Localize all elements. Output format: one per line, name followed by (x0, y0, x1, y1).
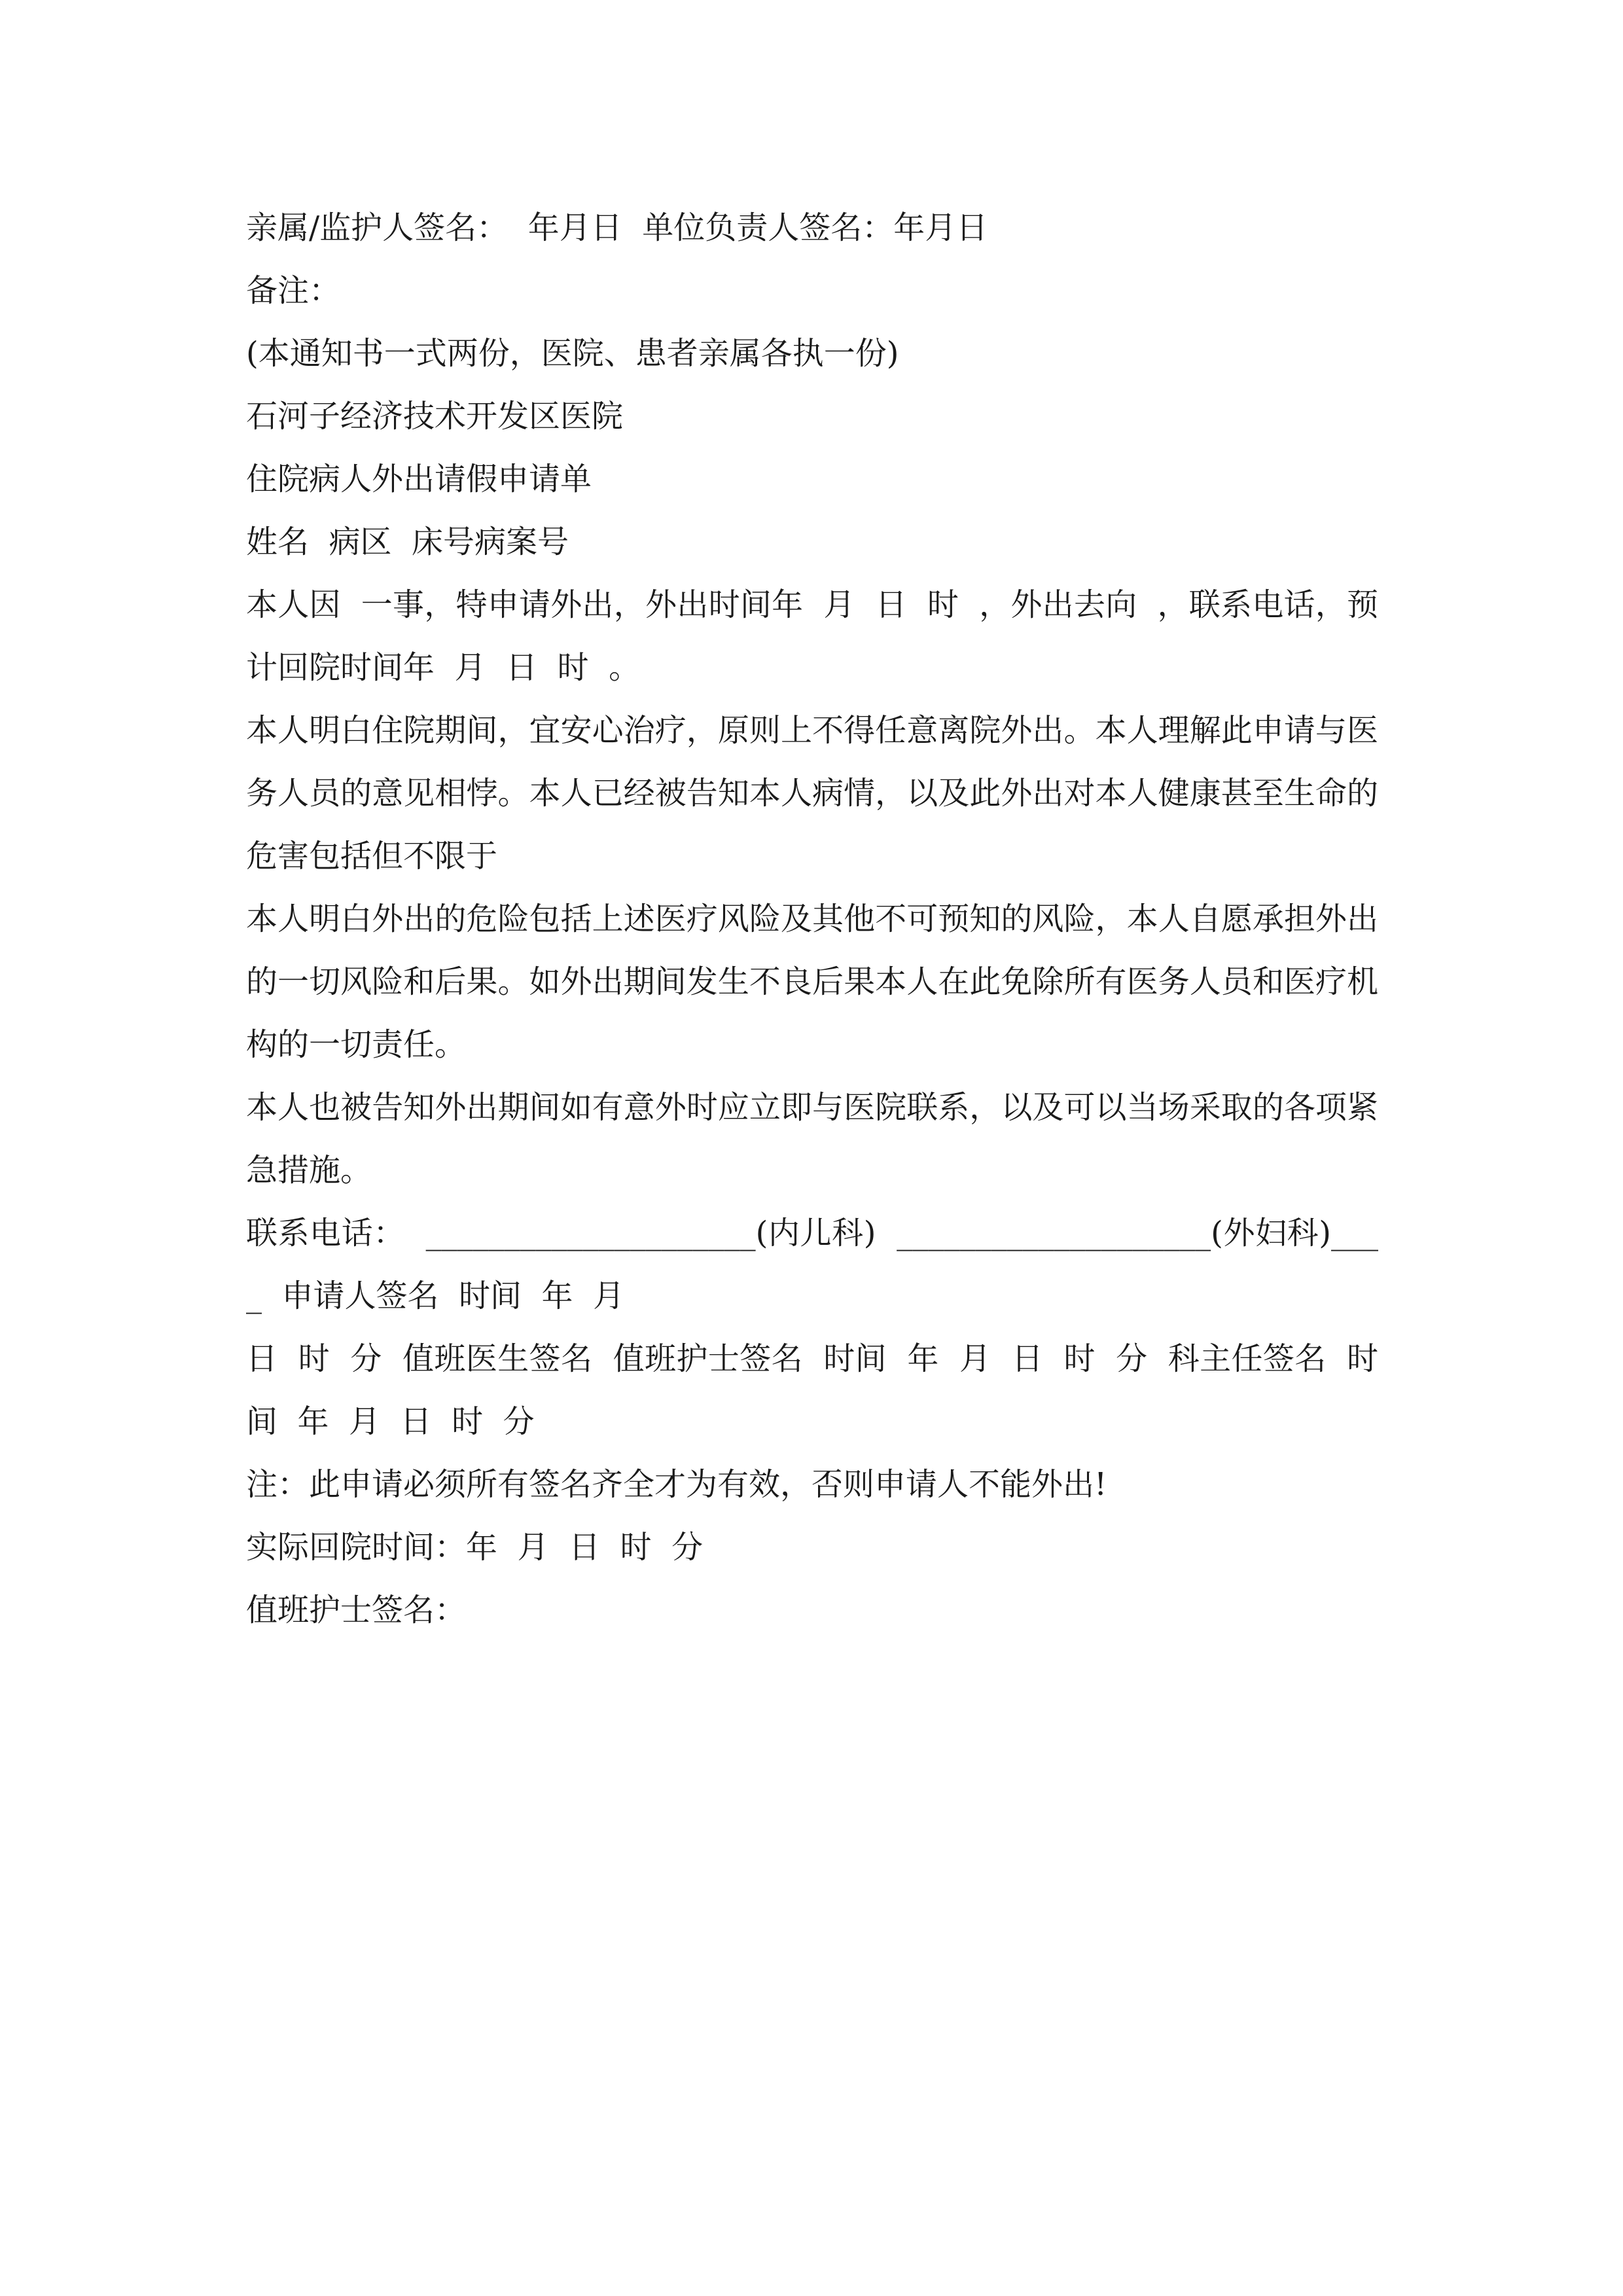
duty-nurse-signature-line: 值班护士签名： (246, 1592, 467, 1628)
liability-waiver-paragraph: 本人明白外出的危险包括上述医疗风险及其他不可预知的风险，本人自愿承担外出的一切风险和后果。如外出期间发生不良后果本人在此免除所有医务人员和医疗机构的一切责任。 (246, 901, 1378, 1063)
emergency-notice-paragraph: 本人也被告知外出期间如有意外时应立即与医院联系，以及可以当场采取的各项紧急措施。 (246, 1089, 1378, 1189)
patient-info-line: 姓名 病区 床号病案号 (246, 524, 569, 560)
actual-return-time-line: 实际回院时间：年 月 日 时 分 (246, 1529, 704, 1566)
signatures-line: 日 时 分 值班医生签名 值班护士签名 时间 年 月 日 时 分 科主任签名 时间 年 月 日 时 分 (246, 1340, 1378, 1440)
remarks-label: 备注： (246, 272, 341, 309)
copies-note: (本通知书一式两份，医院、患者亲属各执一份) (246, 335, 899, 372)
document-body (246, 196, 1378, 1641)
risk-acknowledgement-paragraph: 本人明白住院期间，宜安心治疗，原则上不得任意离院外出。本人理解此申请与医务人员的意见相悖。本人已经被告知本人病情，以及此外出对本人健康甚至生命的危害包括但不限于 (246, 712, 1378, 874)
form-title: 住院病人外出请假申请单 (246, 461, 592, 497)
signature-requirement-note: 注：此申请必须所有签名齐全才为有效，否则申请人不能外出! (246, 1466, 1107, 1503)
hospital-name: 石河子经济技术开发区医院 (246, 398, 624, 435)
contact-phone-line: 联系电话： _____________________(内儿科) ____________________(外妇科)____ 申请人签名 时间 年 月 (246, 1215, 1378, 1314)
guardian-signature-line: 亲属/监护人签名： 年月日 单位负责人签名：年月日 (246, 209, 988, 246)
leave-request-paragraph: 本人因 一事，特申请外出，外出时间年 月 日 时 ，外出去向 ，联系电话，预计回院时间年 月 日 时 。 (246, 586, 1378, 686)
